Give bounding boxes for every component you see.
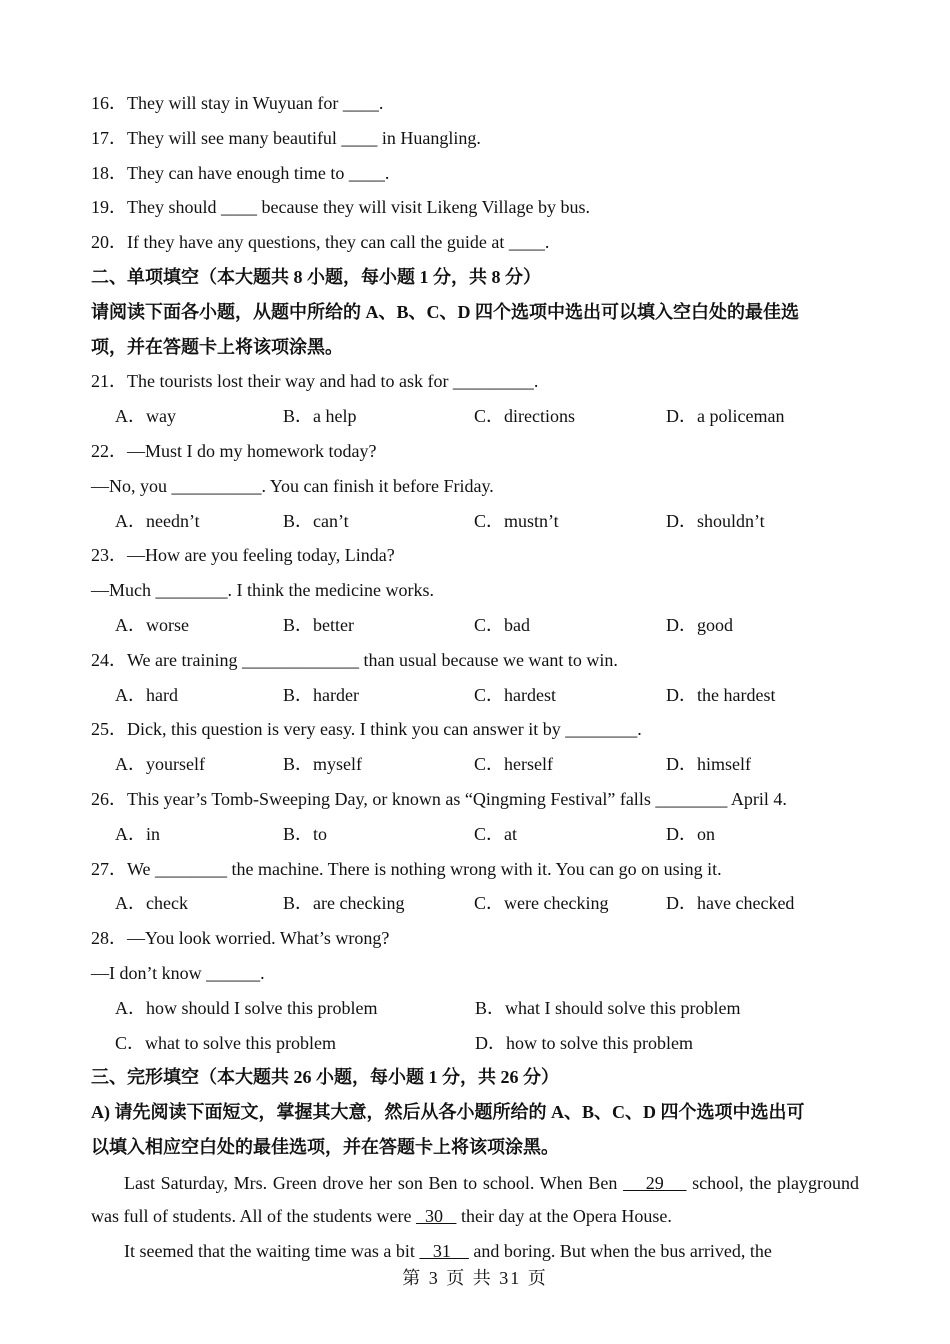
option-d: D．shouldn’t <box>666 510 765 531</box>
passage-text: and boring. But when the bus arrived, the <box>468 1240 772 1261</box>
page-content <box>91 86 859 1268</box>
option-d: D．the hardest <box>666 684 776 705</box>
passage-text: It seemed that the waiting time was a bit <box>124 1240 420 1261</box>
option-c: C．directions <box>474 406 575 427</box>
question-28-options-cd <box>91 1026 859 1061</box>
option-c: C．what to solve this problem <box>115 1032 336 1053</box>
option-d: D．himself <box>666 754 751 775</box>
question-16: 16．They will stay in Wuyuan for ____. <box>91 93 384 113</box>
section2-instructions-1: 请阅读下面各小题，从题中所给的 A、B、C、D 四个选项中选出可以填入空白处的最佳选 <box>91 301 799 322</box>
question-28-stem: 28．—You look worried. What’s wrong? <box>91 928 390 949</box>
option-c: C．bad <box>474 614 530 635</box>
question-21-options <box>91 399 859 434</box>
blank-30: 30 <box>415 1205 457 1226</box>
option-a: A．way <box>115 406 176 427</box>
page-footer: 第 3 页 共 31 页 <box>402 1268 548 1288</box>
question-27-options <box>91 886 859 921</box>
question-22-options <box>91 504 859 539</box>
question-28-stem-2: —I don’t know ______. <box>91 962 265 983</box>
section3-title: 三、完形填空（本大题共 26 小题，每小题 1 分，共 26 分） <box>91 1067 559 1088</box>
question-22-stem: 22．—Must I do my homework today? <box>91 440 377 461</box>
option-c: C．mustn’t <box>474 510 559 531</box>
option-d: D．have checked <box>666 893 795 914</box>
option-c: C．at <box>474 823 517 844</box>
option-b: B．a help <box>283 406 357 427</box>
option-a: A．in <box>115 823 160 844</box>
option-a: A．yourself <box>115 754 205 775</box>
question-23-stem-2: —Much ________. I think the medicine works. <box>91 580 434 601</box>
option-b: B．what I should solve this problem <box>475 997 741 1018</box>
passage-text: Last Saturday, Mrs. Green drove her son Ben to school. When Ben <box>124 1172 624 1193</box>
passage-paragraph-2 <box>91 1235 859 1268</box>
section2-title: 二、单项填空（本大题共 8 小题，每小题 1 分，共 8 分） <box>91 266 541 287</box>
question-26-stem: 26．This year’s Tomb-Sweeping Day, or known as “Qingming Festival” falls ________ April 4. <box>91 788 787 809</box>
option-b: B．better <box>283 614 354 635</box>
question-17: 17．They will see many beautiful ____ in Huangling. <box>91 127 481 148</box>
question-27-stem: 27．We ________ the machine. There is nothing wrong with it. You can go on using it. <box>91 858 722 879</box>
question-28-options-ab <box>91 991 859 1026</box>
section2-instructions-2: 项，并在答题卡上将该项涂黑。 <box>91 336 343 357</box>
section3-instructions-1: A) 请先阅读下面短文，掌握其大意，然后从各小题所给的 A、B、C、D 四个选项中选出可 <box>91 1102 805 1123</box>
option-b: B．harder <box>283 684 359 705</box>
question-25-stem: 25．Dick, this question is very easy. I think you can answer it by ________. <box>91 719 642 740</box>
passage-paragraph-1 <box>91 1167 859 1233</box>
option-a: A．how should I solve this problem <box>115 997 378 1018</box>
option-a: A．needn’t <box>115 510 200 531</box>
passage-text: their day at the Opera House. <box>456 1205 672 1226</box>
option-b: B．myself <box>283 754 362 775</box>
question-18: 18．They can have enough time to ____. <box>91 162 390 183</box>
question-20: 20．If they have any questions, they can call the guide at ____. <box>91 232 550 253</box>
option-a: A．worse <box>115 614 189 635</box>
option-b: B．can’t <box>283 510 349 531</box>
question-25-options <box>91 747 859 782</box>
option-d: D．a policeman <box>666 406 785 427</box>
blank-31: 31 <box>419 1240 469 1261</box>
question-21-stem: 21．The tourists lost their way and had to ask for _________. <box>91 371 539 392</box>
option-d: D．good <box>666 614 733 635</box>
option-a: A．check <box>115 893 188 914</box>
question-19: 19．They should ____ because they will visit Likeng Village by bus. <box>91 197 591 218</box>
question-24-stem: 24．We are training _____________ than usual because we want to win. <box>91 649 618 670</box>
option-c: C．hardest <box>474 684 556 705</box>
option-b: B．are checking <box>283 893 405 914</box>
option-d: D．how to solve this problem <box>475 1032 693 1053</box>
option-a: A．hard <box>115 684 178 705</box>
option-d: D．on <box>666 823 715 844</box>
question-23-stem: 23．—How are you feeling today, Linda? <box>91 545 395 566</box>
question-26-options <box>91 817 859 852</box>
option-c: C．herself <box>474 754 553 775</box>
option-c: C．were checking <box>474 893 609 914</box>
section3-instructions-2: 以填入相应空白处的最佳选项，并在答题卡上将该项涂黑。 <box>91 1136 559 1157</box>
question-24-options <box>91 678 859 713</box>
passage-text: school, the playground was full of students. All of the students were <box>91 1172 859 1226</box>
option-b: B．to <box>283 823 328 844</box>
blank-29: 29 <box>623 1172 687 1193</box>
question-23-options <box>91 608 859 643</box>
question-22-stem-2: —No, you __________. You can finish it before Friday. <box>91 475 494 496</box>
